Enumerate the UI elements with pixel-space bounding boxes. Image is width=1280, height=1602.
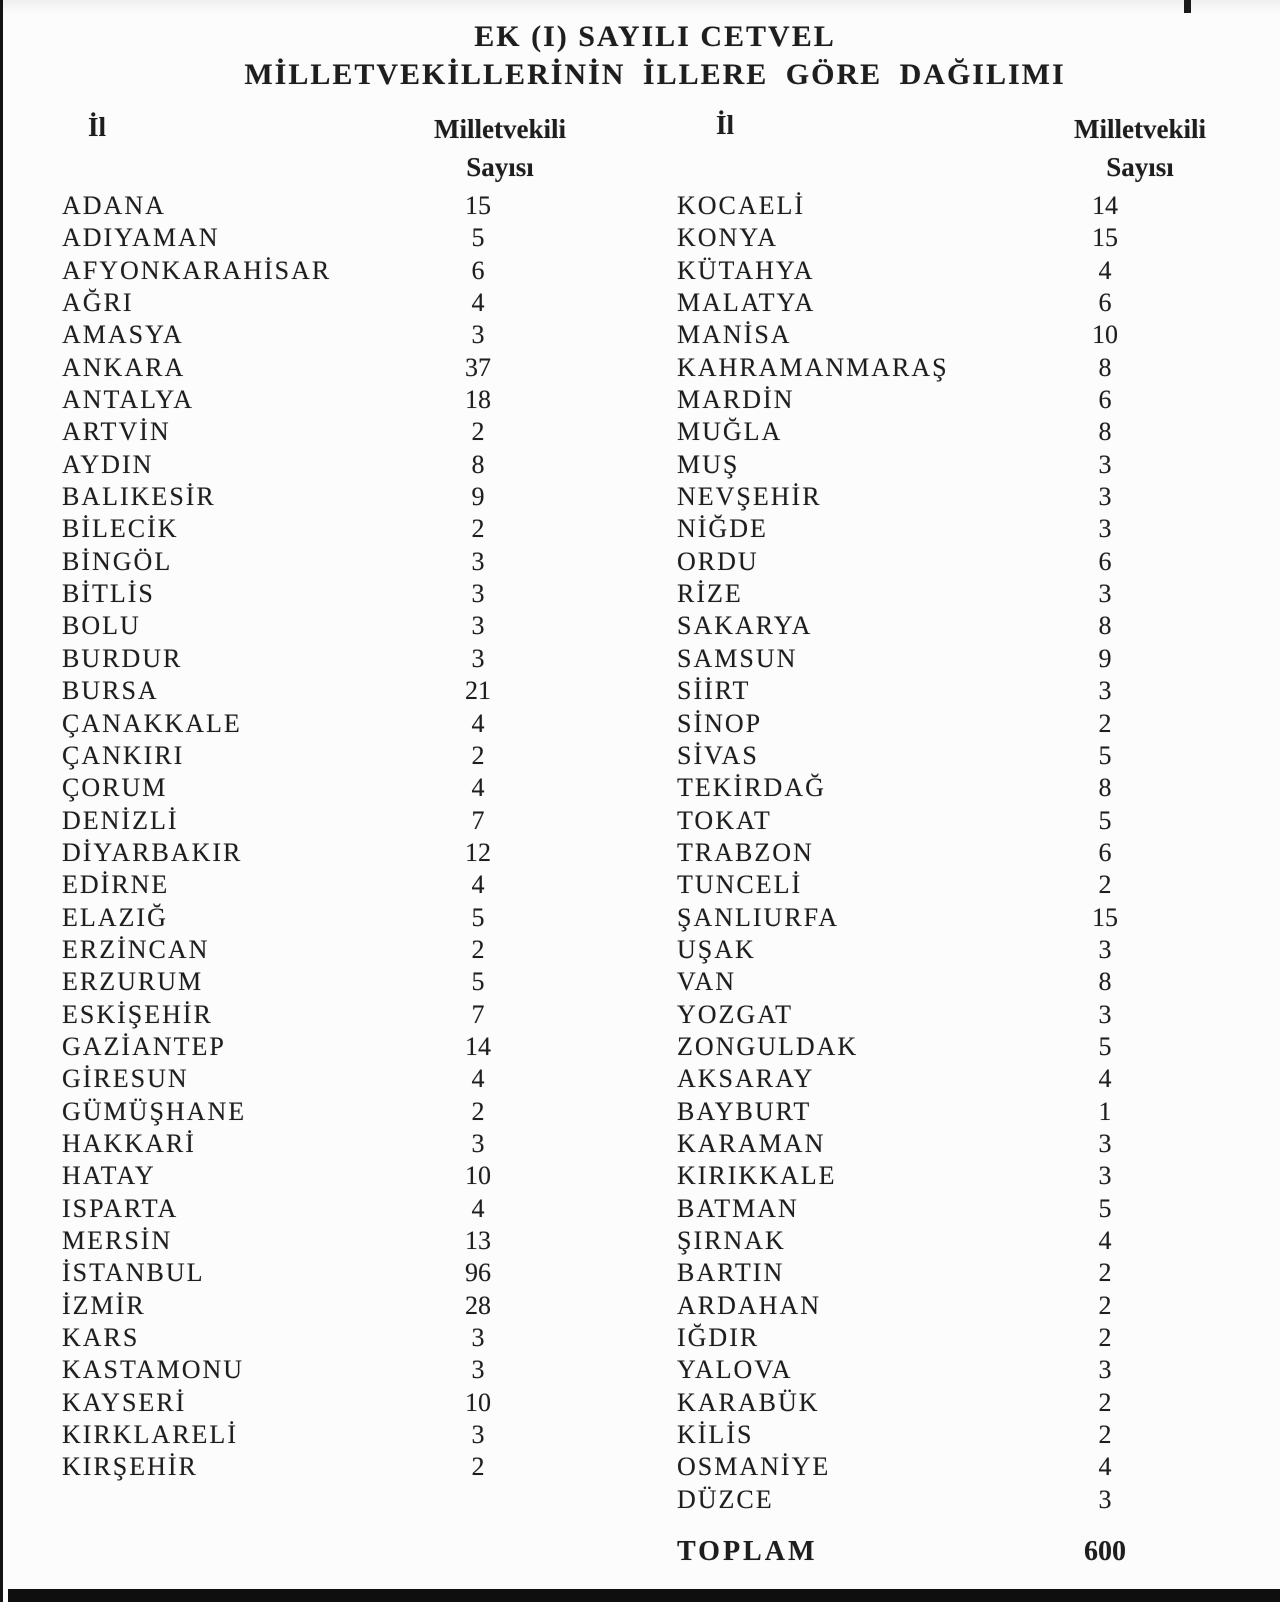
province-name: SİVAS xyxy=(677,740,759,770)
deputy-count: 3 xyxy=(471,320,485,350)
province-name: GAZİANTEP xyxy=(62,1031,226,1061)
deputy-count: 3 xyxy=(471,611,485,641)
province-column-left xyxy=(62,190,602,1484)
deputy-count: 3 xyxy=(1098,482,1112,512)
table-row xyxy=(62,222,602,254)
deputy-count: 8 xyxy=(1098,417,1112,447)
deputy-count: 8 xyxy=(1098,352,1112,382)
deputy-count: 8 xyxy=(1098,773,1112,803)
table-row xyxy=(62,837,602,869)
deputy-count: 6 xyxy=(1098,546,1112,576)
province-name: GÜMÜŞHANE xyxy=(62,1096,247,1126)
deputy-count: 12 xyxy=(465,837,491,867)
province-name: KONYA xyxy=(677,223,778,253)
table-row xyxy=(677,384,1237,416)
deputy-count: 5 xyxy=(471,223,485,253)
deputy-count: 2 xyxy=(1098,1387,1112,1417)
province-name: ESKİŞEHİR xyxy=(62,999,213,1029)
province-name: AYDIN xyxy=(62,449,154,479)
province-name: RİZE xyxy=(677,579,743,609)
header-count-right-line2: Sayısı xyxy=(1106,152,1174,182)
table-row xyxy=(62,1257,602,1289)
province-name: KAHRAMANMARAŞ xyxy=(677,352,949,382)
province-name: KIRIKKALE xyxy=(677,1161,837,1191)
table-row xyxy=(62,1160,602,1192)
table-row xyxy=(62,1419,602,1451)
province-name: ANKARA xyxy=(62,352,186,382)
table-row xyxy=(677,481,1237,513)
table-row xyxy=(677,1193,1237,1225)
table-row xyxy=(62,1128,602,1160)
table-row xyxy=(62,1451,602,1483)
table-row xyxy=(677,1354,1237,1386)
province-name: KARS xyxy=(62,1323,140,1353)
table-row xyxy=(677,610,1237,642)
deputy-count: 3 xyxy=(471,1323,485,1353)
scan-edge-bottom xyxy=(8,1589,1280,1602)
deputy-count: 7 xyxy=(471,999,485,1029)
table-row xyxy=(677,352,1237,384)
province-name: ZONGULDAK xyxy=(677,1031,859,1061)
deputy-count: 3 xyxy=(1098,1355,1112,1385)
province-name: KOCAELİ xyxy=(677,191,806,220)
deputy-count: 10 xyxy=(465,1161,491,1191)
table-row xyxy=(677,1063,1237,1095)
deputy-count: 4 xyxy=(471,870,485,900)
deputy-count: 2 xyxy=(1098,708,1112,738)
province-name: ELAZIĞ xyxy=(62,902,168,932)
table-row xyxy=(62,1387,602,1419)
table-row xyxy=(62,999,602,1031)
deputy-count: 3 xyxy=(1098,999,1112,1029)
province-name: DİYARBAKIR xyxy=(62,837,243,867)
deputy-count: 4 xyxy=(471,708,485,738)
deputy-count: 3 xyxy=(1098,1128,1112,1158)
province-name: İZMİR xyxy=(62,1290,146,1320)
table-row xyxy=(677,934,1237,966)
province-name: BİTLİS xyxy=(62,579,155,609)
deputy-count: 4 xyxy=(1098,1452,1112,1482)
table-row xyxy=(677,999,1237,1031)
table-row xyxy=(677,546,1237,578)
province-name: MANİSA xyxy=(677,320,792,350)
province-name: DENİZLİ xyxy=(62,805,179,835)
deputy-count: 4 xyxy=(471,773,485,803)
table-row xyxy=(677,1096,1237,1128)
deputy-count: 8 xyxy=(471,449,485,479)
document-title xyxy=(30,20,1280,92)
province-name: ŞIRNAK xyxy=(677,1226,786,1255)
deputy-count: 3 xyxy=(1098,934,1112,964)
deputy-count: 4 xyxy=(471,288,485,318)
province-name: UŞAK xyxy=(677,934,756,964)
table-row xyxy=(62,1354,602,1386)
table-row xyxy=(677,449,1237,481)
title-line2: MİLLETVEKİLLERİNİN İLLERE GÖRE DAĞILIMI xyxy=(244,58,1066,91)
deputy-count: 3 xyxy=(471,579,485,609)
deputy-count: 6 xyxy=(471,255,485,285)
province-name: ÇANAKKALE xyxy=(62,708,242,738)
table-row xyxy=(62,287,602,319)
table-row xyxy=(62,643,602,675)
province-name: TOKAT xyxy=(677,805,772,835)
province-name: ISPARTA xyxy=(62,1193,179,1223)
province-name: ÇANKIRI xyxy=(62,740,185,770)
table-row xyxy=(62,578,602,610)
province-name: DÜZCE xyxy=(677,1484,774,1514)
province-name: YALOVA xyxy=(677,1355,793,1385)
table-row xyxy=(62,805,602,837)
province-name: VAN xyxy=(677,967,736,997)
deputy-count: 3 xyxy=(1098,676,1112,706)
province-name: KIRKLARELİ xyxy=(62,1420,238,1450)
table-row xyxy=(62,1063,602,1095)
table-row xyxy=(677,1257,1237,1289)
scan-edge-left xyxy=(0,0,3,1602)
table-row xyxy=(677,740,1237,772)
deputy-count: 2 xyxy=(471,417,485,447)
province-name: IĞDIR xyxy=(677,1323,760,1353)
province-column-right xyxy=(677,190,1237,1516)
table-row xyxy=(62,1290,602,1322)
table-row xyxy=(677,966,1237,998)
header-count-right-line1: Milletvekili xyxy=(1074,114,1206,144)
deputy-count: 8 xyxy=(1098,967,1112,997)
province-name: BİLECİK xyxy=(62,514,179,544)
province-name: HAKKARİ xyxy=(62,1128,196,1158)
table-row xyxy=(677,578,1237,610)
deputy-count: 18 xyxy=(465,385,491,415)
deputy-count: 3 xyxy=(1098,1161,1112,1191)
province-name: ŞANLIURFA xyxy=(677,902,839,932)
table-row xyxy=(62,934,602,966)
deputy-count: 2 xyxy=(471,1096,485,1126)
province-name: HATAY xyxy=(62,1161,156,1191)
total-value: 600 xyxy=(1084,1536,1126,1567)
deputy-count: 6 xyxy=(1098,837,1112,867)
province-name: KİLİS xyxy=(677,1420,754,1450)
table-row xyxy=(62,416,602,448)
province-name: KÜTAHYA xyxy=(677,255,815,285)
deputy-count: 3 xyxy=(471,643,485,673)
table-row xyxy=(62,1193,602,1225)
total-row xyxy=(677,1534,1237,1570)
deputy-count: 4 xyxy=(1098,1064,1112,1094)
deputy-count: 8 xyxy=(1098,611,1112,641)
deputy-count: 3 xyxy=(471,546,485,576)
table-row xyxy=(62,675,602,707)
header-count-left-line2: Sayısı xyxy=(466,152,534,182)
province-name: KARAMAN xyxy=(677,1128,826,1158)
table-row xyxy=(677,222,1237,254)
table-row xyxy=(62,772,602,804)
deputy-count: 3 xyxy=(1098,579,1112,609)
total-label: TOPLAM xyxy=(677,1536,818,1567)
table-row xyxy=(677,902,1237,934)
province-name: BİNGÖL xyxy=(62,546,173,576)
deputy-count: 2 xyxy=(471,740,485,770)
table-row xyxy=(62,190,602,222)
deputy-count: 2 xyxy=(1098,870,1112,900)
deputy-count: 2 xyxy=(1098,1258,1112,1288)
table-row xyxy=(677,708,1237,740)
table-row xyxy=(677,1031,1237,1063)
province-name: BARTIN xyxy=(677,1258,785,1288)
deputy-count: 4 xyxy=(1098,255,1112,285)
table-row xyxy=(62,1225,602,1257)
province-name: MUŞ xyxy=(677,449,740,479)
deputy-count: 3 xyxy=(471,1355,485,1385)
deputy-count: 5 xyxy=(1098,1193,1112,1223)
deputy-count: 3 xyxy=(1098,514,1112,544)
table-row xyxy=(62,352,602,384)
province-name: BALIKESİR xyxy=(62,482,216,512)
province-name: İSTANBUL xyxy=(62,1258,205,1288)
province-name: OSMANİYE xyxy=(677,1452,831,1482)
deputy-count: 2 xyxy=(1098,1323,1112,1353)
deputy-count: 14 xyxy=(1092,191,1118,220)
deputy-count: 2 xyxy=(471,514,485,544)
deputy-count: 10 xyxy=(465,1387,491,1417)
deputy-count: 2 xyxy=(1098,1290,1112,1320)
deputy-count: 2 xyxy=(471,1452,485,1482)
title-line1: EK (I) SAYILI CETVEL xyxy=(474,20,836,53)
deputy-count: 6 xyxy=(1098,288,1112,318)
deputy-count: 3 xyxy=(1098,1484,1112,1514)
province-name: AMASYA xyxy=(62,320,184,350)
table-row xyxy=(677,190,1237,222)
province-name: ADIYAMAN xyxy=(62,223,220,253)
table-row xyxy=(677,837,1237,869)
header-count-right xyxy=(1028,110,1252,186)
table-row xyxy=(677,1387,1237,1419)
deputy-count: 6 xyxy=(1098,385,1112,415)
province-name: BURSA xyxy=(62,676,159,706)
table-row xyxy=(677,675,1237,707)
header-count-left xyxy=(390,110,610,186)
province-name: AKSARAY xyxy=(677,1064,815,1094)
table-row xyxy=(677,1419,1237,1451)
province-name: TUNCELİ xyxy=(677,870,803,900)
deputy-count: 5 xyxy=(1098,805,1112,835)
table-row xyxy=(62,610,602,642)
table-row xyxy=(62,869,602,901)
deputy-count: 5 xyxy=(1098,740,1112,770)
province-name: MERSİN xyxy=(62,1226,173,1255)
table-row xyxy=(677,416,1237,448)
deputy-count: 3 xyxy=(1098,449,1112,479)
deputy-count: 4 xyxy=(471,1193,485,1223)
province-name: MUĞLA xyxy=(677,417,783,447)
province-name: TEKİRDAĞ xyxy=(677,773,826,803)
deputy-count: 14 xyxy=(465,1031,491,1061)
province-name: AĞRI xyxy=(62,288,134,318)
province-name: GİRESUN xyxy=(62,1064,189,1094)
table-row xyxy=(62,513,602,545)
table-row xyxy=(62,966,602,998)
scan-shade xyxy=(0,0,1280,14)
province-name: SİNOP xyxy=(677,708,763,738)
table-row xyxy=(677,255,1237,287)
deputy-count: 15 xyxy=(1092,223,1118,253)
header-count-left-line1: Milletvekili xyxy=(434,114,566,144)
table-row xyxy=(62,902,602,934)
table-row xyxy=(62,384,602,416)
province-name: KARABÜK xyxy=(677,1387,820,1417)
province-name: ANTALYA xyxy=(62,385,195,415)
table-row xyxy=(62,708,602,740)
deputy-count: 2 xyxy=(471,934,485,964)
province-name: BATMAN xyxy=(677,1193,799,1223)
deputy-count: 3 xyxy=(471,1128,485,1158)
table-row xyxy=(62,449,602,481)
deputy-count: 21 xyxy=(465,676,491,706)
province-name: MALATYA xyxy=(677,288,816,318)
table-row xyxy=(677,287,1237,319)
province-name: BOLU xyxy=(62,611,141,641)
deputy-count: 5 xyxy=(1098,1031,1112,1061)
table-row xyxy=(677,869,1237,901)
table-row xyxy=(677,1451,1237,1483)
province-name: NEVŞEHİR xyxy=(677,482,822,512)
deputy-count: 96 xyxy=(465,1258,491,1288)
table-row xyxy=(62,1031,602,1063)
province-name: YOZGAT xyxy=(677,999,793,1029)
province-name: MARDİN xyxy=(677,385,795,415)
province-name: ÇORUM xyxy=(62,773,168,803)
table-row xyxy=(62,319,602,351)
table-row xyxy=(677,319,1237,351)
province-name: BAYBURT xyxy=(677,1096,812,1126)
table-row xyxy=(62,1096,602,1128)
deputy-count: 4 xyxy=(1098,1226,1112,1255)
province-name: ERZİNCAN xyxy=(62,934,210,964)
table-row xyxy=(677,1484,1237,1516)
deputy-count: 7 xyxy=(471,805,485,835)
province-name: SİİRT xyxy=(677,676,751,706)
table-row xyxy=(62,1322,602,1354)
deputy-count: 15 xyxy=(465,191,491,220)
deputy-count: 15 xyxy=(1092,902,1118,932)
province-name: ARTVİN xyxy=(62,417,171,447)
deputy-count: 5 xyxy=(471,902,485,932)
deputy-count: 3 xyxy=(471,1420,485,1450)
deputy-count: 37 xyxy=(465,352,491,382)
province-name: EDİRNE xyxy=(62,870,170,900)
province-name: AFYONKARAHİSAR xyxy=(62,255,332,285)
table-row xyxy=(677,1160,1237,1192)
province-name: BURDUR xyxy=(62,643,183,673)
deputy-count: 9 xyxy=(471,482,485,512)
table-row xyxy=(677,1128,1237,1160)
table-row xyxy=(677,1322,1237,1354)
table-row xyxy=(62,546,602,578)
province-name: ARDAHAN xyxy=(677,1290,821,1320)
header-il-right: İl xyxy=(716,110,735,140)
table-row xyxy=(62,255,602,287)
table-row xyxy=(677,805,1237,837)
scan-artifact-tick xyxy=(1184,0,1191,13)
deputy-count: 2 xyxy=(1098,1420,1112,1450)
province-name: TRABZON xyxy=(677,837,814,867)
province-name: ORDU xyxy=(677,546,759,576)
deputy-count: 5 xyxy=(471,967,485,997)
deputy-count: 1 xyxy=(1098,1096,1112,1126)
province-name: SAKARYA xyxy=(677,611,813,641)
table-row xyxy=(677,513,1237,545)
province-name: KAYSERİ xyxy=(62,1387,187,1417)
province-name: ADANA xyxy=(62,191,166,220)
province-name: KIRŞEHİR xyxy=(62,1452,198,1482)
deputy-count: 13 xyxy=(465,1226,491,1255)
deputy-count: 9 xyxy=(1098,643,1112,673)
province-name: SAMSUN xyxy=(677,643,798,673)
table-row xyxy=(677,772,1237,804)
province-name: ERZURUM xyxy=(62,967,204,997)
deputy-count: 4 xyxy=(471,1064,485,1094)
table-row xyxy=(677,1290,1237,1322)
table-row xyxy=(677,1225,1237,1257)
deputy-count: 28 xyxy=(465,1290,491,1320)
table-row xyxy=(677,643,1237,675)
province-name: KASTAMONU xyxy=(62,1355,245,1385)
table-row xyxy=(62,740,602,772)
deputy-count: 10 xyxy=(1092,320,1118,350)
province-name: NİĞDE xyxy=(677,514,768,544)
header-il-left: İl xyxy=(88,112,107,142)
table-row xyxy=(62,481,602,513)
